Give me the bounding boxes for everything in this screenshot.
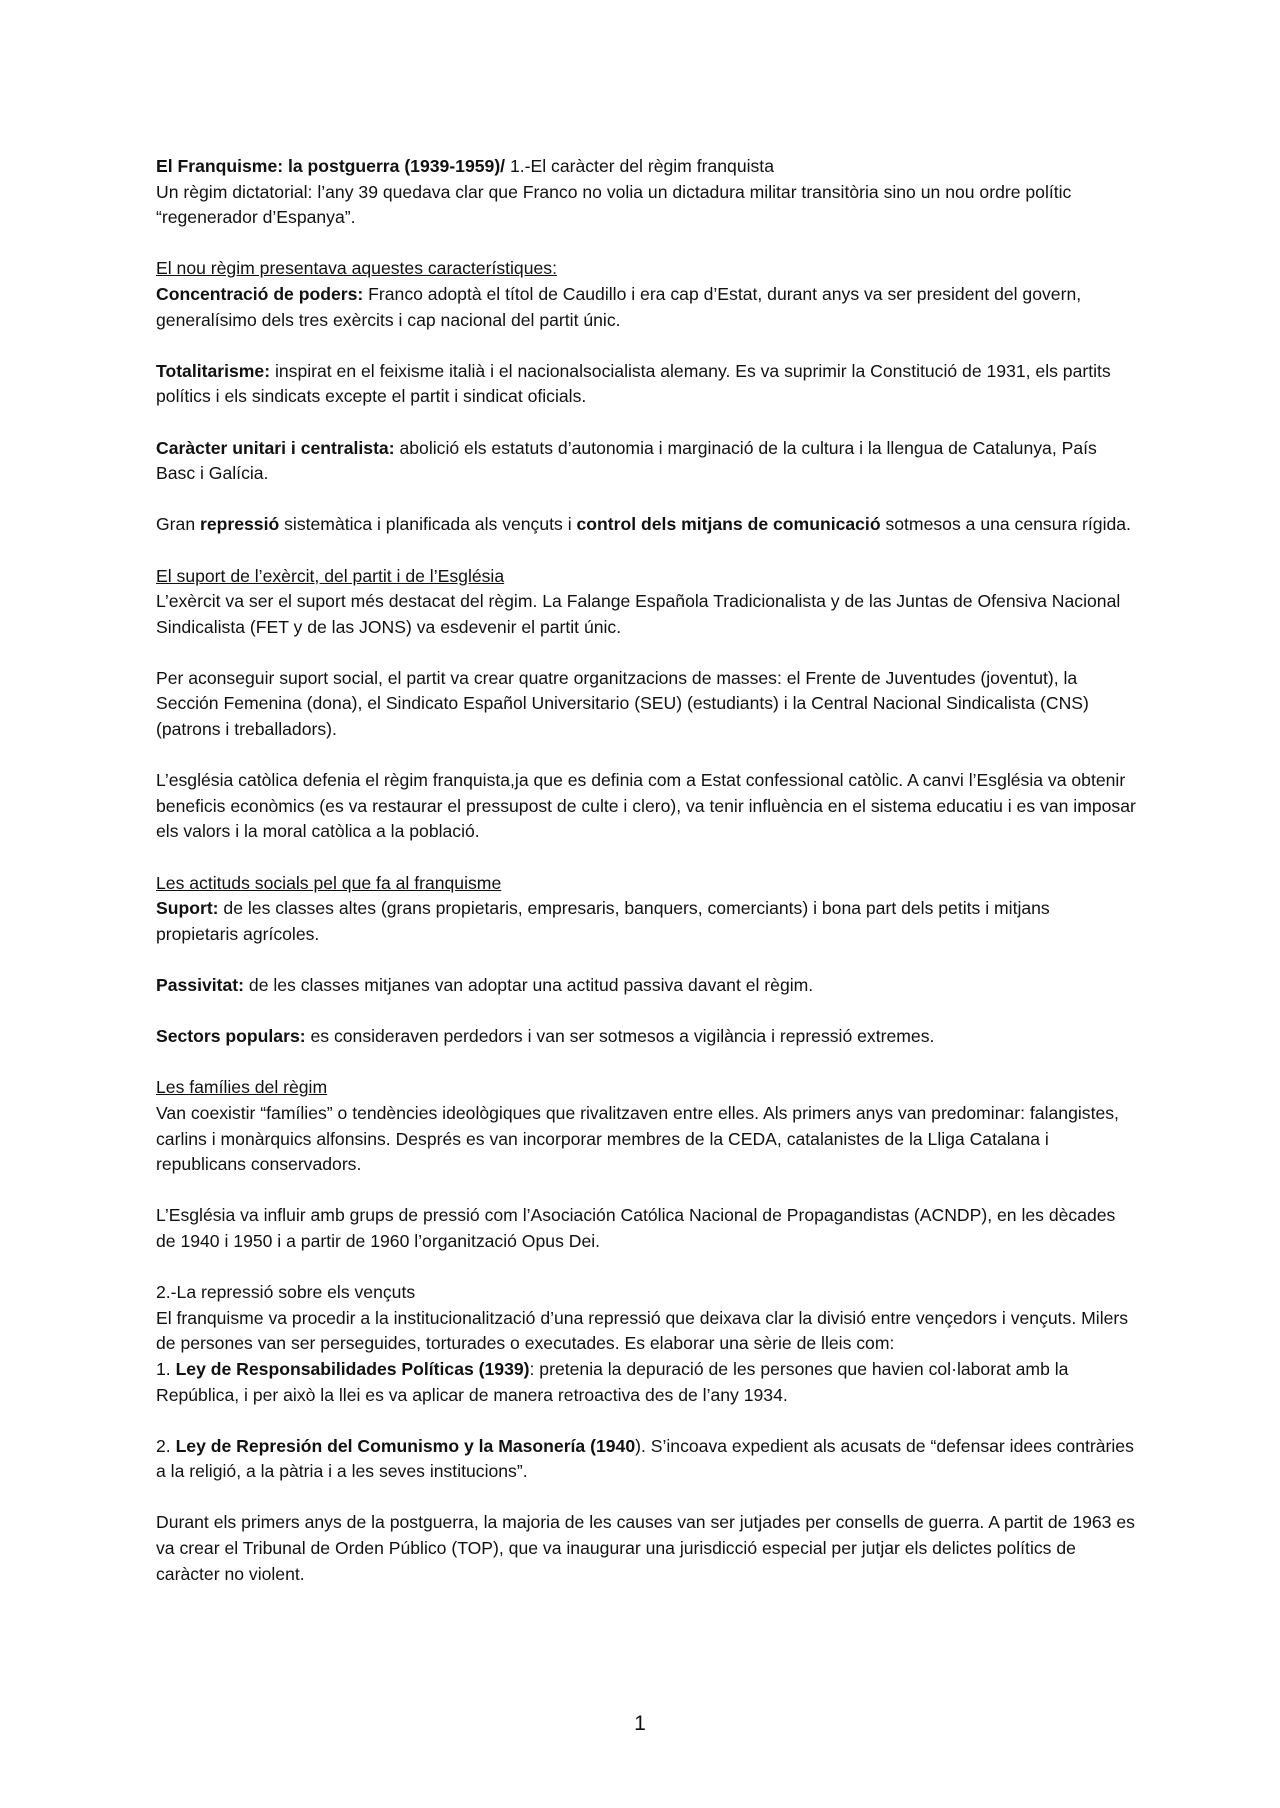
term-repression: repressió [200, 514, 280, 535]
text-repression-d: sotmesos a una censura rígida. [880, 514, 1131, 535]
section-heading-characteristics: El nou règim presentava aquestes característiques: [156, 258, 557, 279]
term-support: Suport: [156, 898, 219, 919]
law-1-text: : pretenia la depuració de les persones que havien col·laborat amb la República, i per això la llei es va aplicar de manera retroactiva des de l’any 1934. [156, 1358, 1069, 1405]
section-heading-families: Les famílies del règim [156, 1077, 328, 1098]
law-2-text: ). S’incoava expedient als acusats de “defensar idees contràries a la religió, a la pàtria i a les seves institucions”. [156, 1435, 1134, 1482]
text-support: de les classes altes (grans propietaris, empresaris, banquers, comerciants) i bona part dels petits i mitjans propietaris agrícoles. [156, 898, 1050, 944]
paragraph-church-groups: L’Església va influir amb grups de pressió com l’Asociación Católica Nacional de Propagandistas (ACNDP), en les dècades de 1940 i 1950 i a partir de 1960 l’organització Opus Dei. [156, 1205, 1116, 1251]
text-popular-sectors: es consideraven perdedors i van ser sotmesos a vigilància i repressió extremes. [305, 1026, 935, 1047]
section-heading-repression: 2.-La repressió sobre els vençuts [156, 1282, 416, 1303]
term-media-control: control dels mitjans de comunicació [576, 514, 881, 535]
section-heading-support: El suport de l’exèrcit, del partit i de l’Església [156, 565, 505, 586]
paragraph-army: L’exèrcit va ser el suport més destacat del règim. La Falange Española Tradicionalista y de las Juntas de Ofensiva Nacional Sindicalista (FET y de las JONS) va esdevenir el partit únic. [156, 591, 1121, 637]
text-repression-c: sistemàtica i planificada als vençuts i [279, 514, 577, 535]
section-heading-attitudes: Les actituds socials pel que fa al franquisme [156, 872, 502, 893]
text-centralism: abolició els estatuts d’autonomia i marginació de la cultura i la llengua de Catalunya, País Basc i Galícia. [156, 437, 1097, 484]
text-passivity: de les classes mitjanes van adoptar una actitud passiva davant el règim. [244, 975, 814, 995]
law-item-2 [156, 1434, 1136, 1485]
text-totalitarism: inspirat en el feixisme italià i el nacionalsocialista alemany. Es va suprimir la Constitució de 1931, els partits polítics i els sindicats excepte el partit i sindicat oficials. [156, 360, 1111, 407]
paragraph-institutionalization: El franquisme va procedir a la institucionalització d’una repressió que deixava clar la divisió entre vençedors i vençuts. Milers de persones van ser perseguides, torturades o executades. Es elaborar una sèrie de lleis com: [156, 1307, 1129, 1354]
term-popular-sectors: Sectors populars: [156, 1026, 306, 1047]
term-passivity: Passivitat: [156, 975, 245, 995]
paragraph-repression-control [156, 512, 1136, 538]
paragraph-mass-organizations: Per aconseguir suport social, el partit va crear quatre organitzacions de masses: el Frente de Juventudes (joventut), la Sección Femenina (dona), el Sindicato Español Universitario (SEU) (estudiants) i la Central Nacional Sindicalista (CNS) (patrons i treballadors). [156, 667, 1089, 740]
paragraph-support [156, 896, 1136, 947]
paragraph-families: Van coexistir “famílies” o tendències ideològiques que rivalitzaven entre elles. Als primers anys van predominar: falangistes, carlins i monàrquics alfonsins. Després es van incorporar membres de la CEDA, catalanistes de la Lliga Catalana i republicans conservadors. [156, 1102, 1119, 1175]
law-item-1 [156, 1357, 1136, 1408]
page-number: 1 [634, 1712, 646, 1735]
law-1-title: Ley de Responsabilidades Políticas (1939) [175, 1358, 530, 1379]
title-rest: 1.-El caràcter del règim franquista [505, 156, 774, 176]
paragraph-popular-sectors [156, 1024, 1136, 1050]
paragraph-church: L’església catòlica defenia el règim franquista,ja que es definia com a Estat confessional catòlic. A canvi l’Església va obtenir beneficis econòmics (es va restaurar el pressupost de culte i clero), va tenir influència en el sistema educatiu i es van imposar els valors i la moral catòlica a la població. [156, 770, 1136, 842]
text-repression-a: Gran [156, 514, 201, 535]
intro-paragraph: Un règim dictatorial: l’any 39 quedava clar que Franco no volia un dictadura militar transitòria sino un nou ordre polític “regenerador d’Espanya”. [156, 181, 1072, 228]
text-concentration: Franco adoptà el títol de Caudillo i era cap d’Estat, durant anys va ser president del govern, generalísimo dels tres exèrcits i cap nacional del partit únic. [156, 283, 1082, 330]
document-page [156, 154, 1136, 1613]
document-title [156, 154, 1136, 180]
paragraph-passivity [156, 973, 1136, 999]
law-2-title: Ley de Represión del Comunismo y la Masonería (1940 [175, 1435, 636, 1456]
term-centralism: Caràcter unitari i centralista: [156, 437, 395, 458]
paragraph-totalitarism [156, 359, 1136, 410]
law-1-number: 1. [156, 1358, 176, 1379]
term-concentration: Concentració de poders: [156, 283, 364, 304]
paragraph-courts: Durant els primers anys de la postguerra, la majoria de les causes van ser jutjades per consells de guerra. A partit de 1963 es va crear el Tribunal de Orden Público (TOP), que va inaugurar una jurisdicció especial per jutjar els delictes polítics de caràcter no violent. [156, 1512, 1135, 1584]
term-totalitarism: Totalitarisme: [156, 360, 271, 381]
paragraph-concentration [156, 282, 1136, 333]
paragraph-centralism [156, 436, 1136, 487]
title-bold: El Franquisme: la postguerra (1939-1959)/ [156, 156, 506, 176]
law-2-number: 2. [156, 1435, 176, 1456]
